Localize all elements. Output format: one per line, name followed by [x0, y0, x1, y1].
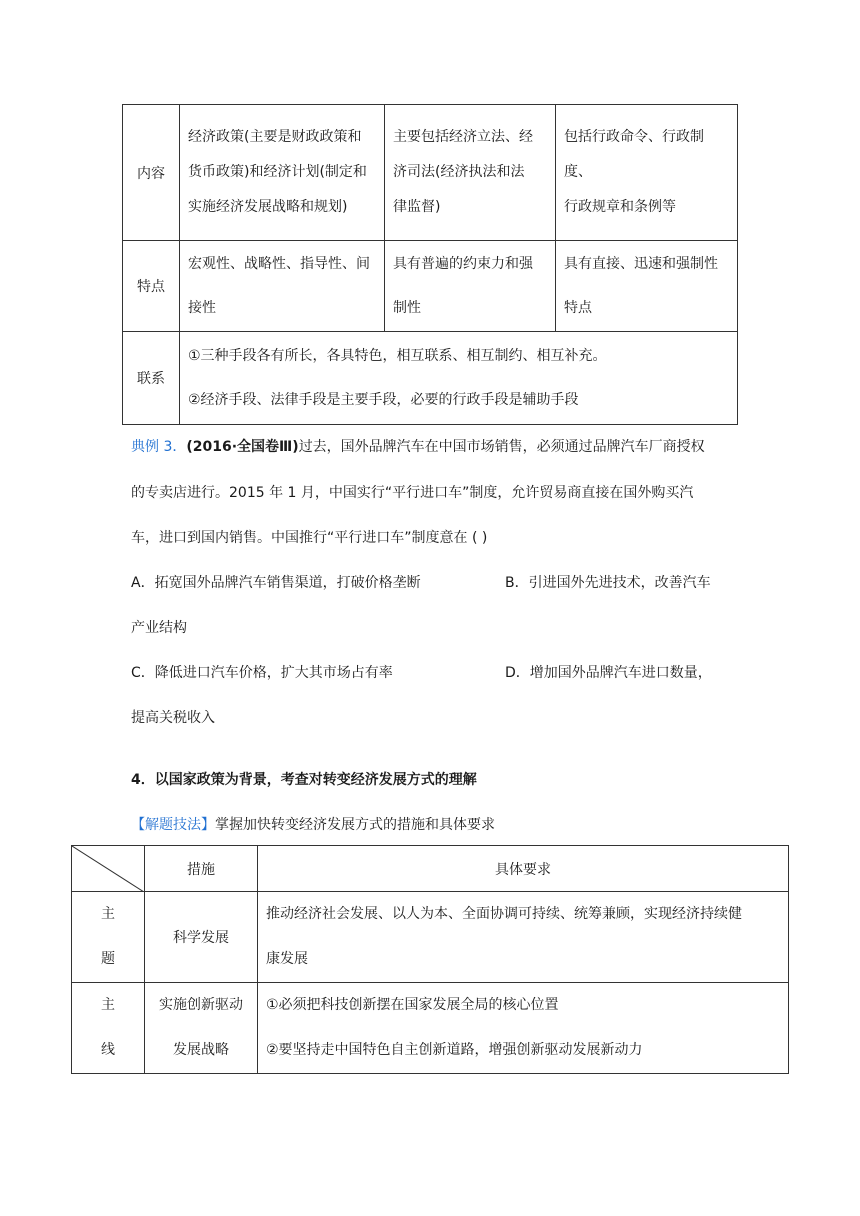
policy-means-table — [122, 104, 738, 425]
table-cell — [180, 105, 385, 241]
method-text: 掌握加快转变经济发展方式的措施和具体要求 — [215, 817, 495, 833]
cell-line: 主要包括经济立法、经 — [393, 129, 533, 145]
requirement-cell — [258, 892, 789, 983]
cell-line: 实施经济发展战略和规划) — [188, 199, 348, 215]
example-source: (2016·全国卷Ⅲ) — [186, 439, 299, 455]
requirement-cell — [258, 983, 789, 1074]
table-header-row — [72, 846, 789, 892]
example-line-1 — [131, 437, 705, 457]
example-text: 过去，国外品牌汽车在中国市场销售，必须通过品牌汽车厂商授权 — [298, 439, 705, 455]
measure-cell — [145, 892, 258, 983]
row-label: 内容 — [123, 105, 180, 241]
column-header: 措施 — [145, 846, 258, 892]
label-char: 线 — [101, 1042, 115, 1058]
example-line-3: 车，进口到国内销售。中国推行“平行进口车”制度意在 ( ) — [131, 530, 488, 546]
cell-line: 货币政策)和经济计划(制定和 — [188, 164, 367, 180]
measure-line: 发展战略 — [173, 1042, 229, 1058]
measure-line: 科学发展 — [173, 930, 229, 946]
option-c: C．降低进口汽车价格，扩大其市场占有率 — [131, 665, 393, 681]
table-cell — [556, 105, 738, 241]
label-char: 主 — [101, 906, 115, 922]
requirement-line: 推动经济社会发展、以人为本、全面协调可持续、统筹兼顾，实现经济持续健 — [266, 906, 742, 922]
diagonal-cell — [72, 846, 145, 892]
cell-line: 包括行政命令、行政制度、 — [564, 129, 704, 180]
section-heading: 4．以国家政策为背景，考查对转变经济发展方式的理解 — [131, 772, 477, 788]
cell-line: 具有直接、迅速和强制性 — [564, 256, 718, 272]
measure-line: 实施创新驱动 — [159, 997, 243, 1013]
table-row — [72, 983, 789, 1074]
cell-line: ①三种手段各有所长，各具特色，相互联系、相互制约、相互补充。 — [188, 348, 607, 364]
table-row — [123, 105, 738, 241]
table-row — [72, 892, 789, 983]
option-b: B．引进国外先进技术，改善汽车 — [505, 575, 711, 591]
row-label: 特点 — [123, 241, 180, 332]
label-char: 主 — [101, 997, 115, 1013]
cell-line: 经济政策(主要是财政政策和 — [188, 129, 362, 145]
row-label — [72, 892, 145, 983]
row-label — [72, 983, 145, 1074]
cell-line: 制性 — [393, 300, 421, 316]
option-d-cont: 提高关税收入 — [131, 710, 215, 726]
option-d: D．增加国外品牌汽车进口数量， — [505, 665, 712, 681]
cell-line: 具有普遍的约束力和强 — [393, 256, 533, 272]
method-line — [131, 815, 495, 835]
cell-line: 律监督) — [393, 199, 441, 215]
cell-line: 特点 — [564, 300, 592, 316]
table-cell — [385, 241, 556, 332]
cell-line: 济司法(经济执法和法 — [393, 164, 525, 180]
table-cell — [556, 241, 738, 332]
cell-line: 宏观性、战略性、指导性、间 — [188, 256, 370, 272]
requirement-line: ②要坚持走中国特色自主创新道路，增强创新驱动发展新动力 — [266, 1042, 643, 1058]
table-cell — [385, 105, 556, 241]
cell-line: 接性 — [188, 300, 216, 316]
row-label: 联系 — [123, 332, 180, 425]
table-row — [123, 332, 738, 425]
option-b-cont: 产业结构 — [131, 620, 187, 636]
label-char: 题 — [101, 951, 115, 967]
diagonal-line — [72, 846, 144, 892]
column-header: 具体要求 — [258, 846, 789, 892]
requirement-line: 康发展 — [266, 951, 308, 967]
method-tag: 【解题技法】 — [131, 817, 215, 833]
cell-line: 行政规章和条例等 — [564, 199, 676, 215]
cell-line: ②经济手段、法律手段是主要手段，必要的行政手段是辅助手段 — [188, 392, 579, 408]
table-cell — [180, 332, 738, 425]
development-table — [71, 845, 789, 1074]
example-prefix: 典例 3． — [131, 439, 187, 455]
measure-cell — [145, 983, 258, 1074]
example-line-2: 的专卖店进行。2015 年 1 月，中国实行“平行进口车”制度，允许贸易商直接在国外购买汽 — [131, 485, 694, 501]
option-a: A．拓宽国外品牌汽车销售渠道，打破价格垄断 — [131, 575, 421, 591]
table-row — [123, 241, 738, 332]
table-cell — [180, 241, 385, 332]
requirement-line: ①必须把科技创新摆在国家发展全局的核心位置 — [266, 997, 559, 1013]
